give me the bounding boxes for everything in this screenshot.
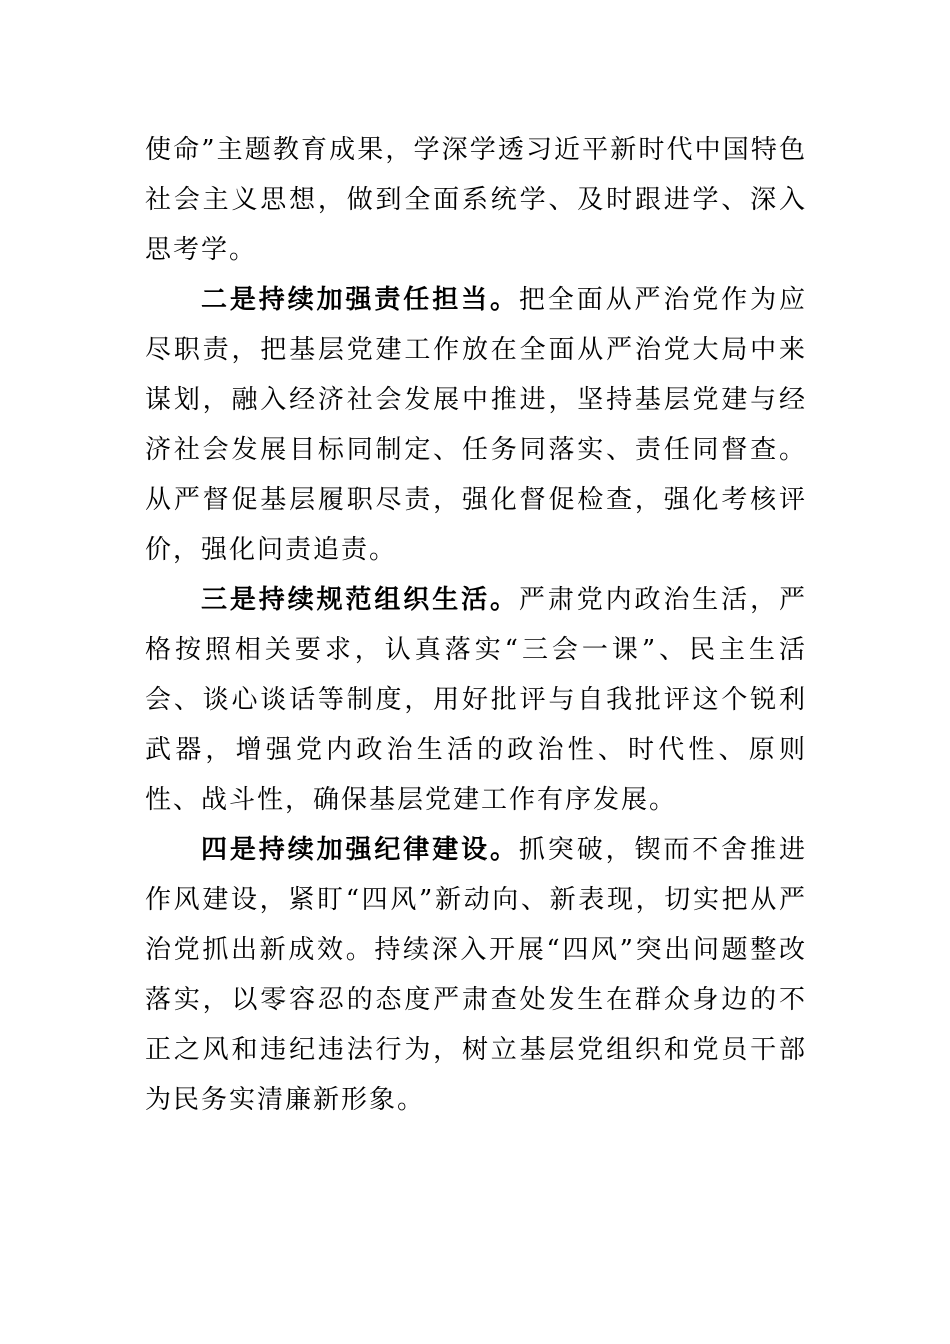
paragraph-responsibility [145,275,807,575]
paragraph-body: 严肃党内政治生活，严格按照相关要求，认真落实“三会一课”、民主生活会、谈心谈话等制度，用好批评与自我批评这个锐利武器，增强党内政治生活的政治性、时代性、原则性、战斗性，确保基层党建工作有序发展。 [145,585,807,815]
paragraph-body: 把全面从严治党作为应尽职责，把基层党建工作放在全面从严治党大局中来谋划，融入经济社会发展中推进，坚持基层党建与经济社会发展目标同制定、任务同落实、责任同督查。从严督促基层履职尽责，强化督促检查，强化考核评价，强化问责追责。 [145,285,807,565]
paragraph-discipline [145,825,807,1125]
paragraph-lead: 三是持续规范组织生活。 [201,585,519,615]
document-body [145,125,807,1125]
paragraph-body: 使命”主题教育成果，学深学透习近平新时代中国特色社会主义思想，做到全面系统学、及时跟进学、深入思考学。 [145,135,807,265]
paragraph-lead: 二是持续加强责任担当。 [201,285,519,315]
paragraph-lead: 四是持续加强纪律建设。 [201,835,519,865]
paragraph-continuation [145,125,807,275]
paragraph-organization-life [145,575,807,825]
paragraph-body: 抓突破，锲而不舍推进作风建设，紧盯“四风”新动向、新表现，切实把从严治党抓出新成效。持续深入开展“四风”突出问题整改落实，以零容忍的态度严肃查处发生在群众身边的不正之风和违纪违法行为，树立基层党组织和党员干部为民务实清廉新形象。 [145,835,807,1115]
